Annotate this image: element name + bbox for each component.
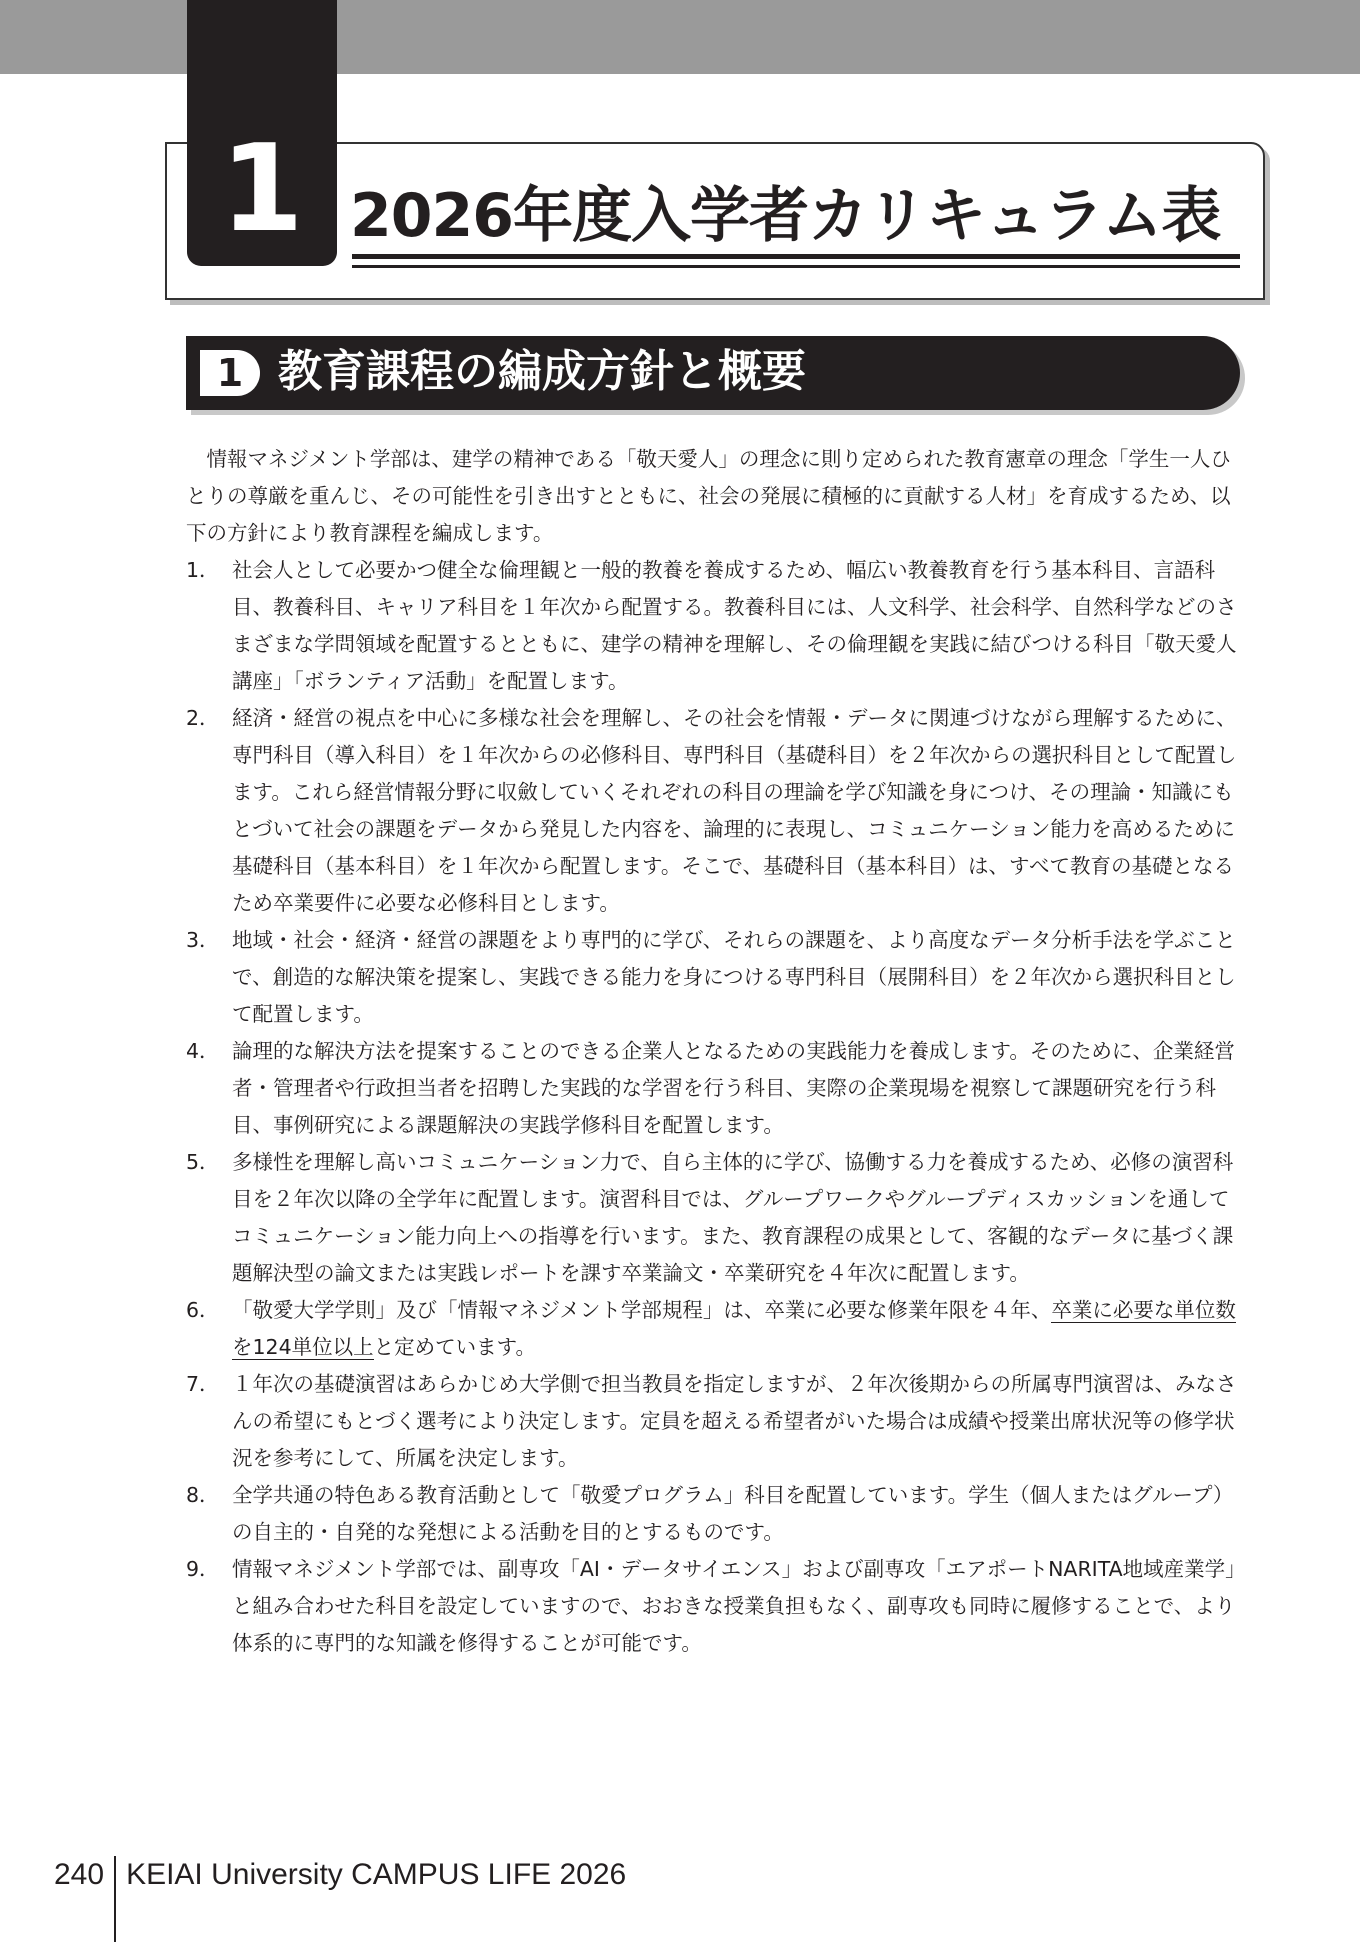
list-item-number: 4． (186, 1039, 220, 1063)
list-item-text: 経済・経営の視点を中心に多様な社会を理解し、その社会を情報・データに関連づけながら理解するために、専門科目（導入科目）を１年次からの必修科目、専門科目（基礎科目）を２年次からの選択科目として配置します。これら経営情報分野に収斂していくそれぞれの科目の理論を学び知識を身につけ、その理論・知識にもとづいて社会の課題をデータから発見した内容を、論理的に表現し、コミュニケーション能力を高めるために基礎科目（基本科目）を１年次から配置します。そこで、基礎科目（基本科目）は、すべて教育の基礎となるため卒業要件に必要な必修科目とします。 (232, 706, 1237, 915)
list-item (186, 700, 1242, 922)
intro-paragraph: 情報マネジメント学部は、建学の精神である「敬天愛人」の理念に則り定められた教育憲章の理念「学生一人ひとりの尊厳を重んじ、その可能性を引き出すとともに、社会の発展に積極的に貢献する人材」を育成するため、以下の方針により教育課程を編成します。 (186, 447, 1231, 545)
underlined-requirement: 卒業に必要な単位数を124単位以上 (232, 1298, 1236, 1359)
list-item (186, 1292, 1242, 1366)
list-item-text: １年次の基礎演習はあらかじめ大学側で担当教員を指定しますが、２年次後期からの所属専門演習は、みなさんの希望にもとづく選考により決定します。定員を超える希望者がいた場合は成績や授業出席状況等の修学状況を参考にして、所属を決定します。 (232, 1372, 1237, 1470)
chapter-number-tab (187, 0, 337, 266)
list-item-text-part: と定めています。 (373, 1335, 537, 1359)
list-item (186, 1477, 1242, 1551)
section-number-badge (200, 350, 260, 396)
list-item-text: 社会人として必要かつ健全な倫理観と一般的教養を養成するため、幅広い教養教育を行う基本科目、言語科目、教養科目、キャリア科目を１年次から配置する。教養科目には、人文科学、社会科学、自然科学などのさまざまな学問領域を配置するとともに、建学の精神を理解し、その倫理観を実践に結びつける科目「敬天愛人講座」「ボランティア活動」を配置します。 (232, 558, 1237, 693)
list-item-text: 論理的な解決方法を提案することのできる企業人となるための実践能力を養成します。そのために、企業経営者・管理者や行政担当者を招聘した実践的な学習を行う科目、実際の企業現場を視察して課題研究を行う科目、事例研究による課題解決の実践学修科目を配置します。 (232, 1039, 1235, 1137)
chapter-number: 1 (220, 120, 304, 259)
list-item-text (232, 1292, 1242, 1366)
list-item-number: 9． (186, 1557, 220, 1581)
list-item (186, 1366, 1242, 1477)
list-item-text: 情報マネジメント学部では、副専攻「AI・データサイエンス」および副専攻「エアポートNARITA地域産業学」と組み合わせた科目を設定していますので、おおきな授業負担もなく、副専攻も同時に履修することで、より体系的に専門的な知識を修得することが可能です。 (232, 1557, 1236, 1655)
list-item (186, 922, 1242, 1033)
list-item (186, 552, 1242, 700)
body-text (186, 441, 1242, 1662)
chapter-title: 2026年度入学者カリキュラム表 (350, 181, 1221, 251)
list-item-number: 3． (186, 928, 220, 952)
page-footer (54, 1832, 626, 1918)
list-item-number: 7． (186, 1372, 220, 1396)
list-item-number: 6． (186, 1298, 220, 1322)
list-item (186, 1033, 1242, 1144)
list-item (186, 1144, 1242, 1292)
policy-list (186, 552, 1242, 1662)
page-number: 240 (54, 1858, 105, 1891)
list-item-text-part: 「敬愛大学学則」及び「情報マネジメント学部規程」は、卒業に必要な修業年限を４年、 (232, 1298, 1052, 1322)
list-item-text: 全学共通の特色ある教育活動として「敬愛プログラム」科目を配置しています。学生（個人またはグループ）の自主的・自発的な発想による活動を目的とするものです。 (232, 1483, 1234, 1544)
list-item-text: 地域・社会・経済・経営の課題をより専門的に学び、それらの課題を、より高度なデータ分析手法を学ぶことで、創造的な解決策を提案し、実践できる能力を身につける専門科目（展開科目）を２年次から選択科目として配置します。 (232, 928, 1236, 1026)
list-item-number: 8． (186, 1483, 220, 1507)
list-item-number: 2． (186, 706, 220, 730)
title-underline (352, 254, 1240, 268)
list-item-number: 5． (186, 1150, 220, 1174)
list-item-text: 多様性を理解し高いコミュニケーション力で、自ら主体的に学び、協働する力を養成するため、必修の演習科目を２年次以降の全学年に配置します。演習科目では、グループワークやグループディスカッションを通してコミュニケーション能力向上への指導を行います。また、教育課程の成果として、客観的なデータに基づく課題解決型の論文または実践レポートを課す卒業論文・卒業研究を４年次に配置します。 (232, 1150, 1234, 1285)
list-item (186, 1551, 1242, 1662)
publication-title: KEIAI University CAMPUS LIFE 2026 (126, 1858, 627, 1891)
section-title: 教育課程の編成方針と概要 (278, 346, 806, 397)
section-number: 1 (216, 351, 244, 395)
list-item-number: 1． (186, 558, 220, 582)
footer-divider (114, 1856, 116, 1942)
